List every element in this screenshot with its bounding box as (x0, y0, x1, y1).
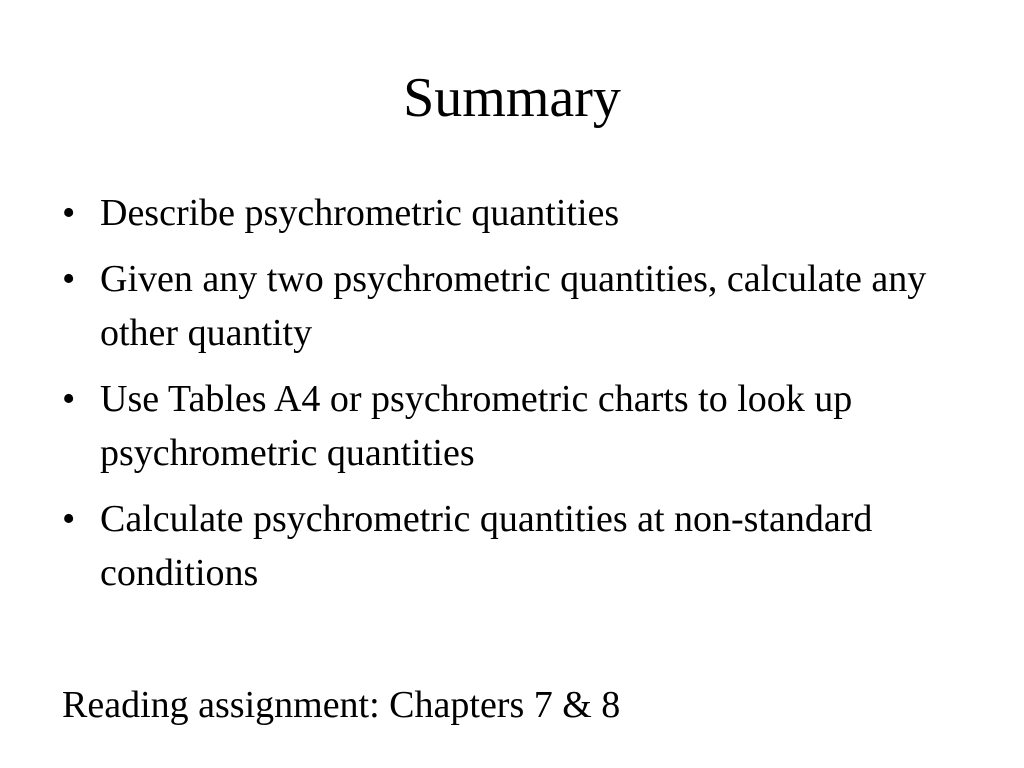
bullet-marker: • (62, 498, 76, 540)
reading-assignment: Reading assignment: Chapters 7 & 8 (62, 684, 621, 726)
bullet-text: Use Tables A4 or psychrometric charts to look up psychrometric quantities (100, 378, 853, 474)
bullet-item (62, 372, 962, 480)
bullet-item (62, 252, 962, 360)
bullet-text: Calculate psychrometric quantities at non-standard conditions (100, 498, 873, 594)
slide-title: Summary (403, 67, 621, 129)
bullet-text: Given any two psychrometric quantities, calculate any other quantity (100, 258, 927, 354)
bullet-list (62, 186, 962, 612)
bullet-text: Describe psychrometric quantities (100, 192, 620, 234)
bullet-marker: • (62, 192, 76, 234)
bullet-item (62, 186, 962, 240)
bullet-marker: • (62, 378, 76, 420)
bullet-marker: • (62, 258, 76, 300)
bullet-item (62, 492, 962, 600)
